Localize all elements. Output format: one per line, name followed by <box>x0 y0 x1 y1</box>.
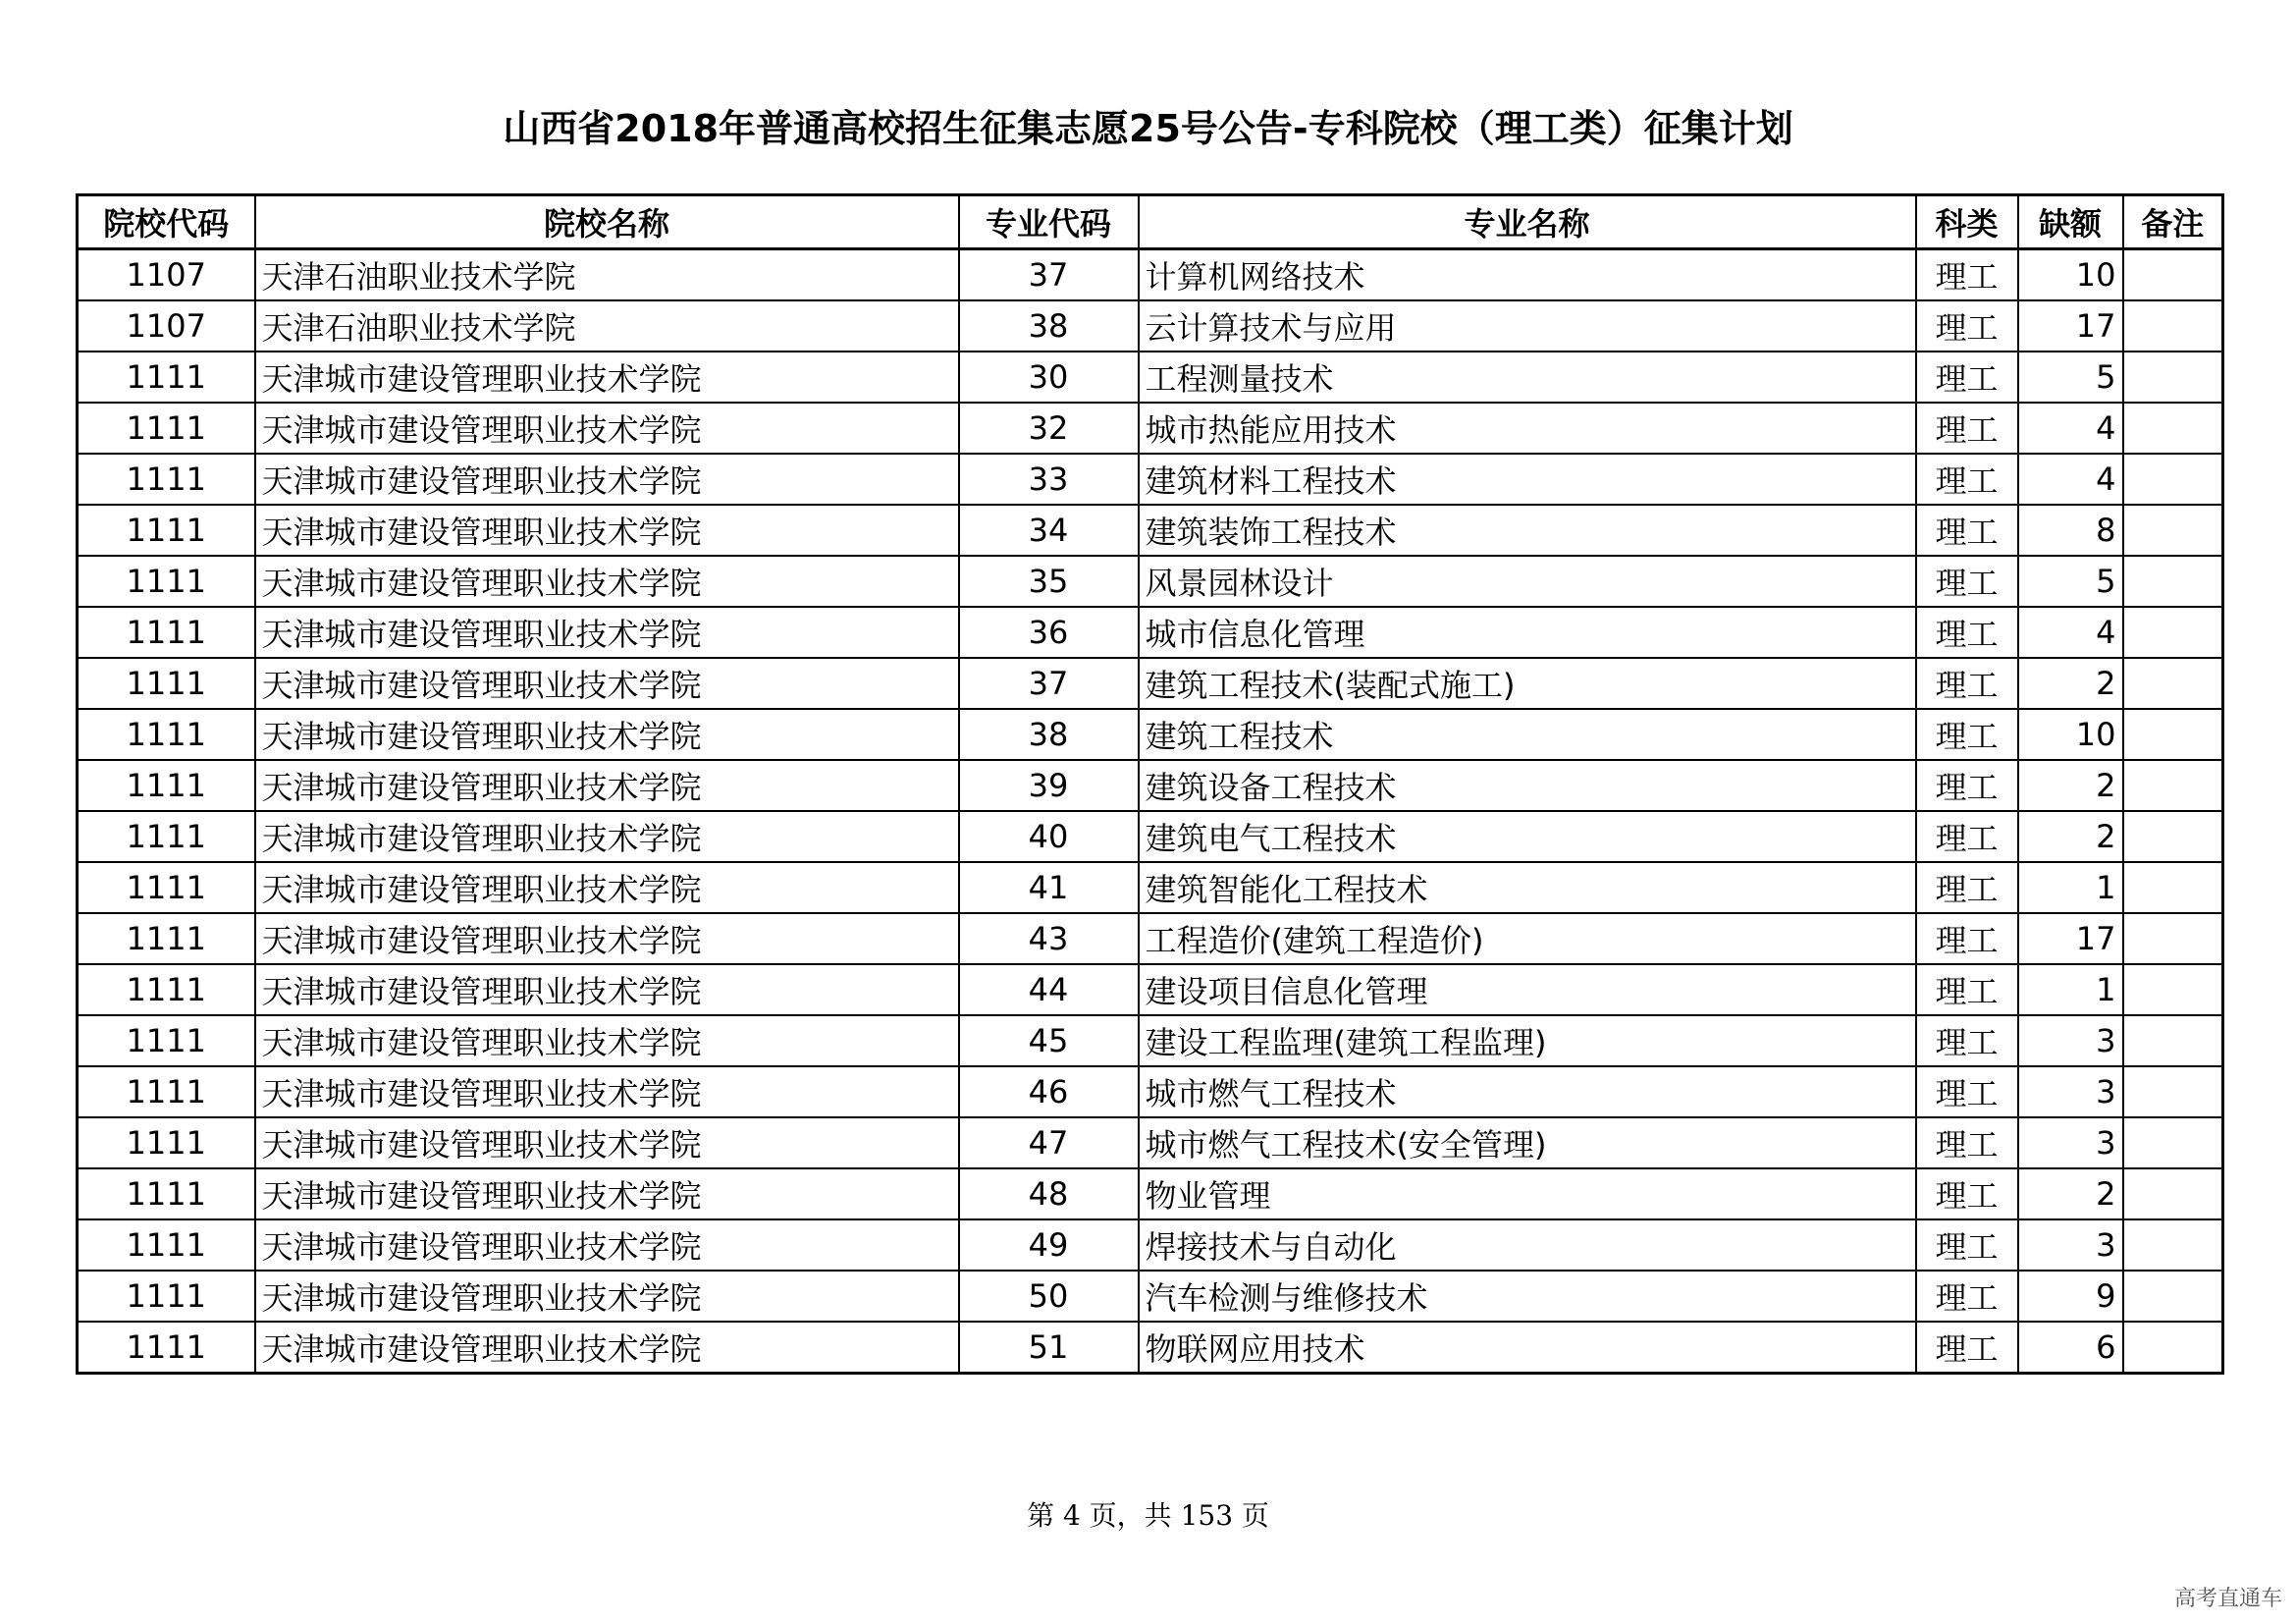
cell-major-name: 城市燃气工程技术(安全管理) <box>1139 1117 1916 1168</box>
cell-remarks <box>2123 1219 2223 1271</box>
cell-school-name: 天津城市建设管理职业技术学院 <box>255 607 959 658</box>
table-row <box>78 658 2223 709</box>
cell-vacancies: 3 <box>2018 1015 2123 1066</box>
cell-remarks <box>2123 1066 2223 1117</box>
cell-major-name: 建筑材料工程技术 <box>1139 454 1916 505</box>
cell-major-code: 45 <box>959 1015 1139 1066</box>
cell-school-code: 1111 <box>78 352 255 403</box>
table-row <box>78 709 2223 760</box>
cell-major-code: 43 <box>959 913 1139 964</box>
cell-school-name: 天津城市建设管理职业技术学院 <box>255 1271 959 1322</box>
cell-remarks <box>2123 352 2223 403</box>
table-body <box>78 249 2223 1374</box>
cell-major-code: 33 <box>959 454 1139 505</box>
cell-major-name: 建筑工程技术 <box>1139 709 1916 760</box>
watermark: 高考直通车 <box>2173 1587 2282 1611</box>
cell-school-code: 1111 <box>78 1066 255 1117</box>
cell-vacancies: 5 <box>2018 556 2123 607</box>
table-row <box>78 1168 2223 1219</box>
table-row <box>78 1066 2223 1117</box>
table-row <box>78 1322 2223 1374</box>
cell-school-name: 天津城市建设管理职业技术学院 <box>255 454 959 505</box>
cell-school-code: 1111 <box>78 1271 255 1322</box>
cell-vacancies: 9 <box>2018 1271 2123 1322</box>
cell-vacancies: 8 <box>2018 505 2123 556</box>
cell-category: 理工 <box>1916 300 2018 352</box>
table-row <box>78 862 2223 913</box>
cell-vacancies: 4 <box>2018 403 2123 454</box>
cell-category: 理工 <box>1916 352 2018 403</box>
cell-school-code: 1111 <box>78 1168 255 1219</box>
cell-remarks <box>2123 556 2223 607</box>
header-category: 科类 <box>1916 195 2018 249</box>
cell-school-name: 天津城市建设管理职业技术学院 <box>255 1322 959 1374</box>
cell-major-code: 41 <box>959 862 1139 913</box>
table-row <box>78 811 2223 862</box>
cell-category: 理工 <box>1916 1117 2018 1168</box>
header-major-code: 专业代码 <box>959 195 1139 249</box>
cell-school-code: 1111 <box>78 505 255 556</box>
cell-school-name: 天津城市建设管理职业技术学院 <box>255 1117 959 1168</box>
cell-major-code: 32 <box>959 403 1139 454</box>
cell-category: 理工 <box>1916 249 2018 301</box>
cell-vacancies: 2 <box>2018 1168 2123 1219</box>
cell-vacancies: 3 <box>2018 1066 2123 1117</box>
cell-school-name: 天津城市建设管理职业技术学院 <box>255 1219 959 1271</box>
table-row <box>78 1219 2223 1271</box>
cell-school-name: 天津城市建设管理职业技术学院 <box>255 811 959 862</box>
cell-major-code: 47 <box>959 1117 1139 1168</box>
cell-remarks <box>2123 454 2223 505</box>
cell-remarks <box>2123 1168 2223 1219</box>
cell-school-code: 1107 <box>78 249 255 301</box>
cell-major-code: 30 <box>959 352 1139 403</box>
cell-school-code: 1111 <box>78 1219 255 1271</box>
cell-school-name: 天津城市建设管理职业技术学院 <box>255 352 959 403</box>
cell-major-name: 建设项目信息化管理 <box>1139 964 1916 1015</box>
cell-category: 理工 <box>1916 556 2018 607</box>
cell-school-code: 1111 <box>78 811 255 862</box>
table-row <box>78 913 2223 964</box>
cell-school-name: 天津城市建设管理职业技术学院 <box>255 1015 959 1066</box>
table-header-row <box>78 195 2223 249</box>
cell-category: 理工 <box>1916 964 2018 1015</box>
cell-remarks <box>2123 1117 2223 1168</box>
table-row <box>78 249 2223 301</box>
cell-school-name: 天津石油职业技术学院 <box>255 300 959 352</box>
cell-major-name: 城市燃气工程技术 <box>1139 1066 1916 1117</box>
cell-school-name: 天津城市建设管理职业技术学院 <box>255 1168 959 1219</box>
cell-category: 理工 <box>1916 403 2018 454</box>
cell-vacancies: 4 <box>2018 454 2123 505</box>
cell-school-name: 天津城市建设管理职业技术学院 <box>255 658 959 709</box>
cell-major-name: 建筑工程技术(装配式施工) <box>1139 658 1916 709</box>
cell-school-name: 天津城市建设管理职业技术学院 <box>255 505 959 556</box>
table-row <box>78 300 2223 352</box>
cell-school-name: 天津城市建设管理职业技术学院 <box>255 403 959 454</box>
cell-remarks <box>2123 249 2223 301</box>
cell-major-name: 工程测量技术 <box>1139 352 1916 403</box>
cell-remarks <box>2123 709 2223 760</box>
cell-school-code: 1111 <box>78 403 255 454</box>
cell-remarks <box>2123 505 2223 556</box>
table-row <box>78 760 2223 811</box>
cell-major-name: 汽车检测与维修技术 <box>1139 1271 1916 1322</box>
cell-vacancies: 6 <box>2018 1322 2123 1374</box>
cell-category: 理工 <box>1916 811 2018 862</box>
cell-remarks <box>2123 913 2223 964</box>
cell-major-name: 城市热能应用技术 <box>1139 403 1916 454</box>
table-row <box>78 352 2223 403</box>
cell-vacancies: 10 <box>2018 709 2123 760</box>
table-row <box>78 1117 2223 1168</box>
cell-vacancies: 17 <box>2018 913 2123 964</box>
cell-school-code: 1107 <box>78 300 255 352</box>
cell-major-name: 云计算技术与应用 <box>1139 300 1916 352</box>
cell-major-code: 37 <box>959 658 1139 709</box>
cell-remarks <box>2123 862 2223 913</box>
cell-remarks <box>2123 964 2223 1015</box>
cell-vacancies: 10 <box>2018 249 2123 301</box>
cell-major-name: 建筑电气工程技术 <box>1139 811 1916 862</box>
cell-major-code: 50 <box>959 1271 1139 1322</box>
cell-major-code: 49 <box>959 1219 1139 1271</box>
cell-major-name: 计算机网络技术 <box>1139 249 1916 301</box>
cell-school-name: 天津城市建设管理职业技术学院 <box>255 964 959 1015</box>
table-row <box>78 505 2223 556</box>
cell-major-name: 建设工程监理(建筑工程监理) <box>1139 1015 1916 1066</box>
page-footer: 第 4 页，共 153 页 <box>1027 1499 1269 1532</box>
table-row <box>78 1271 2223 1322</box>
cell-category: 理工 <box>1916 454 2018 505</box>
cell-category: 理工 <box>1916 505 2018 556</box>
cell-school-code: 1111 <box>78 1015 255 1066</box>
header-school-code: 院校代码 <box>78 195 255 249</box>
cell-major-code: 39 <box>959 760 1139 811</box>
cell-school-name: 天津石油职业技术学院 <box>255 249 959 301</box>
cell-major-name: 建筑设备工程技术 <box>1139 760 1916 811</box>
cell-major-code: 36 <box>959 607 1139 658</box>
cell-school-name: 天津城市建设管理职业技术学院 <box>255 556 959 607</box>
cell-major-code: 34 <box>959 505 1139 556</box>
header-major-name: 专业名称 <box>1139 195 1916 249</box>
cell-major-code: 40 <box>959 811 1139 862</box>
cell-school-code: 1111 <box>78 862 255 913</box>
cell-vacancies: 17 <box>2018 300 2123 352</box>
cell-major-code: 44 <box>959 964 1139 1015</box>
cell-school-code: 1111 <box>78 556 255 607</box>
cell-school-name: 天津城市建设管理职业技术学院 <box>255 709 959 760</box>
cell-major-code: 48 <box>959 1168 1139 1219</box>
cell-category: 理工 <box>1916 1271 2018 1322</box>
cell-category: 理工 <box>1916 1322 2018 1374</box>
table-row <box>78 454 2223 505</box>
cell-major-code: 38 <box>959 709 1139 760</box>
cell-vacancies: 3 <box>2018 1117 2123 1168</box>
cell-category: 理工 <box>1916 1219 2018 1271</box>
cell-school-name: 天津城市建设管理职业技术学院 <box>255 1066 959 1117</box>
cell-major-name: 焊接技术与自动化 <box>1139 1219 1916 1271</box>
cell-school-code: 1111 <box>78 454 255 505</box>
cell-vacancies: 3 <box>2018 1219 2123 1271</box>
cell-school-name: 天津城市建设管理职业技术学院 <box>255 913 959 964</box>
cell-category: 理工 <box>1916 913 2018 964</box>
cell-category: 理工 <box>1916 607 2018 658</box>
cell-major-code: 37 <box>959 249 1139 301</box>
cell-major-name: 建筑装饰工程技术 <box>1139 505 1916 556</box>
cell-major-name: 物联网应用技术 <box>1139 1322 1916 1374</box>
cell-major-name: 风景园林设计 <box>1139 556 1916 607</box>
cell-school-code: 1111 <box>78 760 255 811</box>
page-title: 山西省2018年普通高校招生征集志愿25号公告-专科院校（理工类）征集计划 <box>503 107 1793 150</box>
header-school-name: 院校名称 <box>255 195 959 249</box>
cell-major-name: 物业管理 <box>1139 1168 1916 1219</box>
cell-school-name: 天津城市建设管理职业技术学院 <box>255 862 959 913</box>
table-row <box>78 556 2223 607</box>
cell-school-code: 1111 <box>78 1117 255 1168</box>
cell-school-code: 1111 <box>78 607 255 658</box>
cell-school-code: 1111 <box>78 913 255 964</box>
cell-major-code: 46 <box>959 1066 1139 1117</box>
cell-vacancies: 1 <box>2018 964 2123 1015</box>
table-row <box>78 403 2223 454</box>
cell-category: 理工 <box>1916 658 2018 709</box>
cell-school-code: 1111 <box>78 709 255 760</box>
cell-vacancies: 4 <box>2018 607 2123 658</box>
cell-major-name: 建筑智能化工程技术 <box>1139 862 1916 913</box>
cell-remarks <box>2123 403 2223 454</box>
cell-category: 理工 <box>1916 1015 2018 1066</box>
cell-category: 理工 <box>1916 862 2018 913</box>
cell-remarks <box>2123 300 2223 352</box>
cell-major-code: 38 <box>959 300 1139 352</box>
cell-remarks <box>2123 760 2223 811</box>
cell-school-name: 天津城市建设管理职业技术学院 <box>255 760 959 811</box>
cell-major-code: 35 <box>959 556 1139 607</box>
cell-remarks <box>2123 1322 2223 1374</box>
cell-category: 理工 <box>1916 1168 2018 1219</box>
cell-major-name: 工程造价(建筑工程造价) <box>1139 913 1916 964</box>
cell-category: 理工 <box>1916 709 2018 760</box>
enrollment-plan-table <box>76 193 2224 1375</box>
cell-school-code: 1111 <box>78 658 255 709</box>
cell-major-name: 城市信息化管理 <box>1139 607 1916 658</box>
cell-vacancies: 2 <box>2018 658 2123 709</box>
table-row <box>78 1015 2223 1066</box>
cell-remarks <box>2123 811 2223 862</box>
cell-vacancies: 2 <box>2018 811 2123 862</box>
cell-school-code: 1111 <box>78 1322 255 1374</box>
cell-remarks <box>2123 1015 2223 1066</box>
cell-remarks <box>2123 607 2223 658</box>
cell-vacancies: 2 <box>2018 760 2123 811</box>
cell-vacancies: 1 <box>2018 862 2123 913</box>
cell-major-code: 51 <box>959 1322 1139 1374</box>
cell-remarks <box>2123 658 2223 709</box>
table-row <box>78 964 2223 1015</box>
header-vacancies: 缺额 <box>2018 195 2123 249</box>
cell-remarks <box>2123 1271 2223 1322</box>
cell-category: 理工 <box>1916 1066 2018 1117</box>
cell-vacancies: 5 <box>2018 352 2123 403</box>
cell-school-code: 1111 <box>78 964 255 1015</box>
table-row <box>78 607 2223 658</box>
cell-category: 理工 <box>1916 760 2018 811</box>
header-remarks: 备注 <box>2123 195 2223 249</box>
